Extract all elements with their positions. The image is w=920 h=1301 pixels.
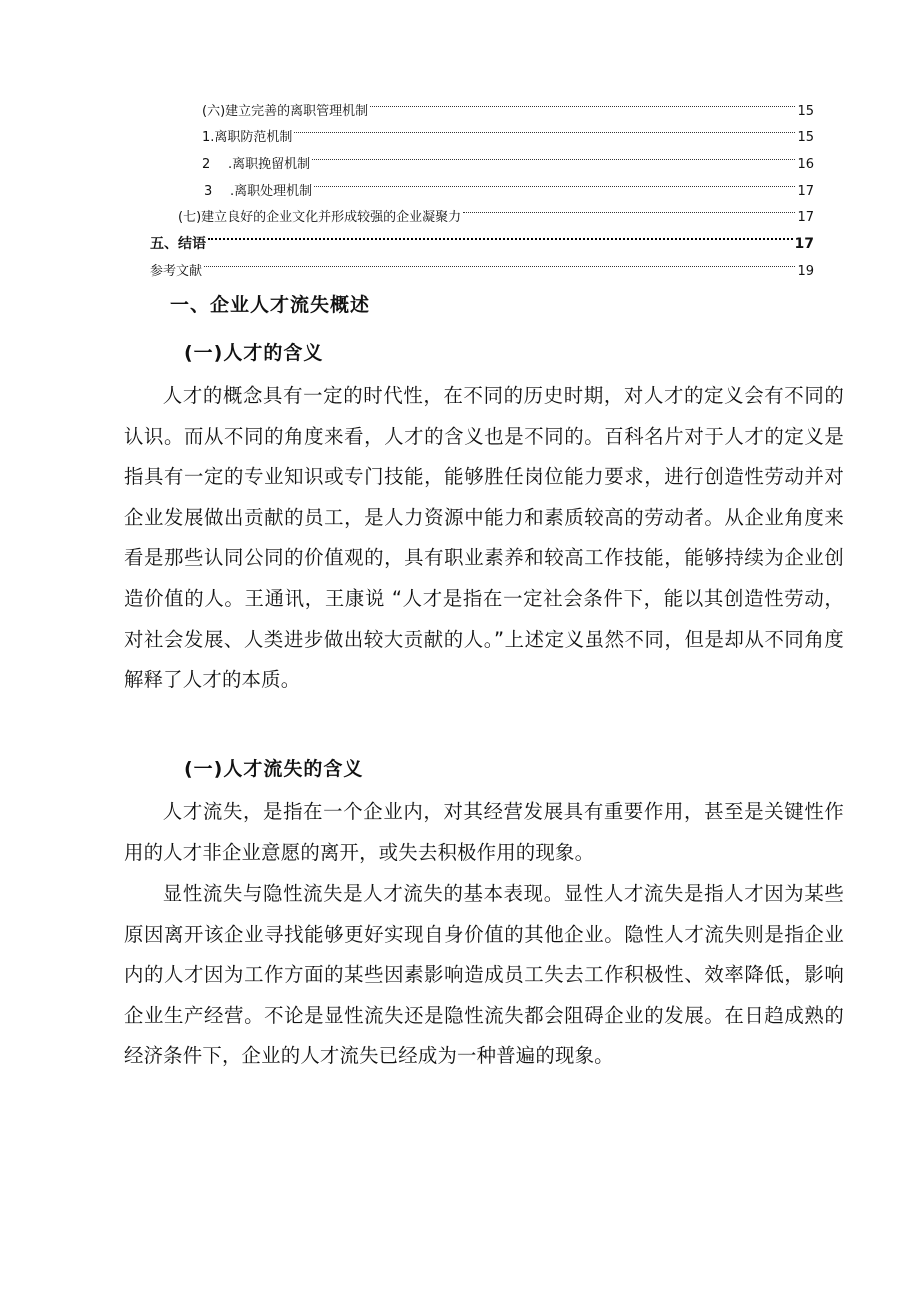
toc-entry-text: .离职处理机制 bbox=[230, 183, 313, 199]
toc-entry-page: 15 bbox=[797, 103, 814, 119]
toc-entry-title: (七)建立良好的企业文化并形成较强的企业凝聚力 bbox=[178, 210, 462, 226]
toc-dot-leader bbox=[312, 141, 795, 168]
toc-entry-title: (六)建立完善的离职管理机制 bbox=[202, 103, 369, 119]
toc-dot-leader bbox=[204, 248, 795, 275]
toc-entry-title: 五、结语 bbox=[150, 236, 206, 253]
toc-dot-leader bbox=[208, 221, 793, 248]
toc-entry-title: 参考文献 bbox=[150, 263, 203, 279]
toc-dot-leader bbox=[463, 195, 795, 222]
toc-entry-text: .离职挽留机制 bbox=[228, 157, 311, 173]
toc-entry-page: 15 bbox=[797, 130, 814, 146]
toc-entry-page: 17 bbox=[794, 236, 814, 253]
body-paragraph: 显性流失与隐性流失是人才流失的基本表现。显性人才流失是指人才因为某些原因离开该企业寻找能够更好实现自身价值的其他企业。隐性人才流失则是指企业内的人才因为工作方面的某些因素影响造成员工失去工作积极性、效率降低，影响企业生产经营。不论是显性流失还是隐性流失都会阻碍企业的发展。在日趋成熟的经济条件下，企业的人才流失已经成为一种普遍的现象。 bbox=[124, 882, 844, 1068]
toc-entry[interactable] bbox=[150, 248, 814, 279]
toc-entry[interactable] bbox=[150, 88, 814, 119]
toc-entry-number: 3 bbox=[204, 183, 213, 199]
subsection-heading: (一)人才的含义 bbox=[184, 342, 324, 364]
toc-entry-title: 1.离职防范机制 bbox=[202, 130, 293, 146]
toc-entry-title bbox=[204, 179, 312, 206]
toc-entry-page: 17 bbox=[797, 183, 814, 199]
toc-entry-title bbox=[202, 152, 310, 179]
table-of-contents bbox=[150, 88, 814, 279]
toc-dot-leader bbox=[314, 168, 795, 195]
subsection-heading: (一)人才流失的含义 bbox=[184, 758, 364, 780]
body-paragraph: 人才流失，是指在一个企业内，对其经营发展具有重要作用，甚至是关键性作用的人才非企业意愿的离开，或失去积极作用的现象。 bbox=[124, 800, 844, 864]
toc-dot-leader bbox=[294, 115, 795, 142]
toc-dot-leader bbox=[370, 88, 795, 115]
toc-entry-page: 16 bbox=[797, 157, 814, 173]
toc-entry-page: 19 bbox=[797, 263, 814, 279]
toc-entry-number: 2 bbox=[202, 157, 211, 173]
toc-entry-page: 17 bbox=[797, 210, 814, 226]
toc-entry[interactable] bbox=[150, 221, 814, 253]
body-paragraph: 人才的概念具有一定的时代性，在不同的历史时期，对人才的定义会有不同的认识。而从不同的角度来看，人才的含义也是不同的。百科名片对于人才的定义是指具有一定的专业知识或专门技能，能够胜任岗位能力要求，进行创造性劳动并对企业发展做出贡献的员工，是人力资源中能力和素质较高的劳动者。从企业角度来看是那些认同公同的价值观的，具有职业素养和较高工作技能，能够持续为企业创造价值的人。王通讯，王康说 “人才是指在一定社会条件下，能以其创造性劳动，对社会发展、人类进步做出较大贡献的人。”上述定义虽然不同，但是却从不同角度解释了人才的本质。 bbox=[124, 384, 844, 692]
section-heading: 一、企业人才流失概述 bbox=[170, 294, 371, 316]
